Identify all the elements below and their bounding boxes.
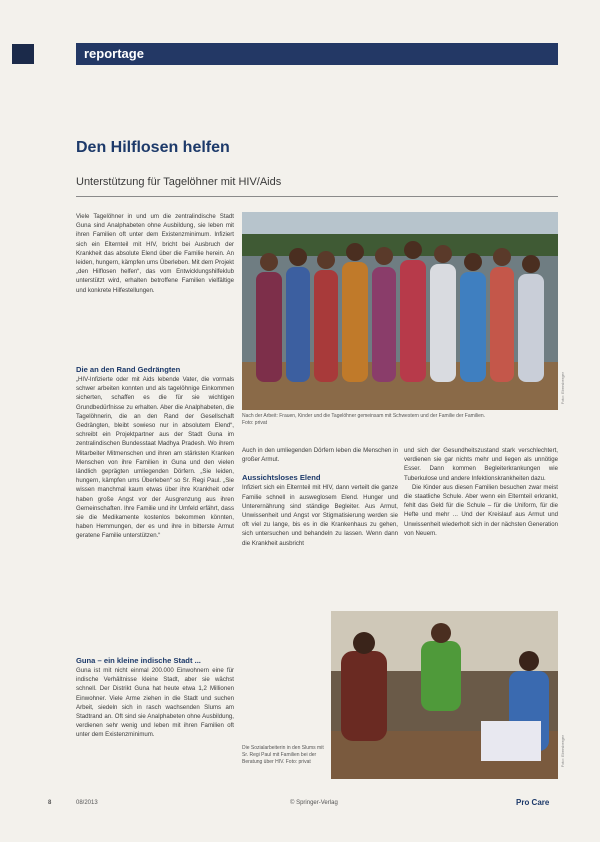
article-title: Den Hilflosen helfen — [76, 139, 230, 156]
section-label: reportage — [84, 46, 144, 61]
column-3-text-b: Die Kinder aus diesen Familien besuchen zwar meist die staatliche Schule. Aber wenn ein Elternteil erkrankt, fehlt das Geld für die Schule – für die Uniform, für die Hefte und mehr ... Und der Kreislauf aus Armut und Unwissenheit wiederholt sich in der nächsten Generation von Neuem. — [404, 483, 558, 537]
issue-date: 08/2013 — [76, 800, 98, 806]
intro-text: Viele Tagelöhner in und um die zentralindische Stadt Guna sind Analphabeten ohne Ausbildung, sie leben mit ihren Familien oft unter dem Existenzminimum. Infiziert sich ein Elternteil mit HIV, bricht bei Ausbruch der Krankheit das absolute Elend über die Familie herein. An leiden, hungern, kämpfen ums Überleben. Mit dem Projekt „den Hilflosen helfen“, das vom Entwicklungshilfeklub unterstützt wird, erhalten betroffene Familien vielfältige und konkrete Hilfestellungen. — [76, 213, 234, 294]
publisher: © Springer-Verlag — [290, 800, 338, 806]
counselling-photo-caption: Die Sozialarbeiterin in den Slums mit Sr. Regi Paul mit Familien bei der Beratung über HIV. Foto: privat — [242, 745, 324, 765]
page-number: 8 — [48, 800, 52, 806]
article-section-2 — [76, 655, 234, 795]
section-1-text: „HIV-Infizierte oder mit Aids lebende Vater, die vormals schwer arbeiten konnten und als tagelöhnige Einkommen sicherten, schaffen es die für sie wichtigen Grundbedürfnisse zu erhalten. Aber die Analphabeten, die Tagelöhnerin, die an den Rand der Gesellschaft Gedrängten, bleibt sowieso nur in absolutem Elend“, schreibt ein Projektpartner aus der Stadt Guna im zentralindischen Bundesstaat Madhya Pradesh. Wo ihrem Mitarbeiter Mitmenschen und ihren am stärksten Kranken Menschen von ihre Familien in Guna und den vielen ländlich geprägten umliegenden Dörfern. „Sie leiden, hungern, kämpfen ums Überleben“ so Sr. Regi Paul. „Sie wissen manchmal kaum etwas über ihre Krankheit oder haben große Angst vor der Ausgrenzung aus ihren Gemeinschaften. Ihre Familie und ihr Umfeld erfährt, dass sie die Medikamente kostenlos bekommen könnten, haben Hemmungen, der es und ihre in bitterste Armut geratene Familie unterstützen.“ — [76, 376, 234, 540]
title-divider — [76, 196, 558, 197]
group-photo-credit: Foto: Ebersberger — [560, 372, 565, 405]
counselling-photo — [331, 611, 558, 779]
column-2-lead: Auch in den umliegenden Dörfern leben die Menschen in großer Armut. — [242, 447, 398, 464]
section-2-heading: Guna – ein kleine indische Stadt ... — [76, 656, 201, 665]
group-photo — [242, 212, 558, 410]
article-column-2 — [242, 446, 398, 581]
group-photo-caption: Nach der Arbeit: Frauen, Kinder und die Tagelöhner gemeinsam mit Schwestern und der Familie der Familien. Foto: privat — [242, 413, 486, 426]
article-section-1 — [76, 364, 234, 654]
column-3-text-a: und sich der Gesundheitszustand stark verschlechtert, verdienen sie gar nichts mehr und liegen als unnötige Esser. Dann kommen Begleiterkrankungen wie Tuberkulose und andere Infektionskrankheiten dazu. — [404, 447, 558, 482]
magazine-name: Pro Care — [516, 798, 550, 807]
counselling-photo-credit: Foto: Ebersberger — [560, 735, 565, 768]
section-3-heading: Aussichtsloses Elend — [242, 473, 321, 483]
section-2-text: Guna ist mit nicht einmal 200.000 Einwohnern eine für indische Verhältnisse kleine Stadt, aber sie wächst schnell. Der Distrikt Guna hat heute etwa 1,2 Millionen Einwohner. Viele Arme ziehen in die Stadt und suchen Arbeit, siedeln sich in rasch wachsenden Slums am Stadtrand an. Oft sind sie Analphabeten ohne Ausbildung, verdienen sehr wenig und leben mit ihren Familien oft unter dem Existenzminimum. — [76, 667, 234, 739]
article-column-3 — [404, 446, 558, 576]
section-1-heading: Die an den Rand Gedrängten — [76, 365, 181, 374]
section-3-text: Infiziert sich ein Elternteil mit HIV, dann verteilt die ganze Familie schnell in ausweglosem Elend. Hunger und Unterernährung sind ständige Begleiter. Aus Armut, Unwissenheit und Angst vor Stigmatisierung werden sie oft viel zu lange, bis es in die Krankenhaus zu gehen, sich untersuchen und behandeln zu lassen. Wenn dann die Krankheit ausbricht — [242, 484, 398, 547]
article-intro — [76, 212, 234, 360]
article-subtitle: Unterstützung für Tagelöhner mit HIV/Aids — [76, 176, 282, 188]
section-marker — [12, 44, 34, 64]
section-banner — [76, 43, 558, 65]
